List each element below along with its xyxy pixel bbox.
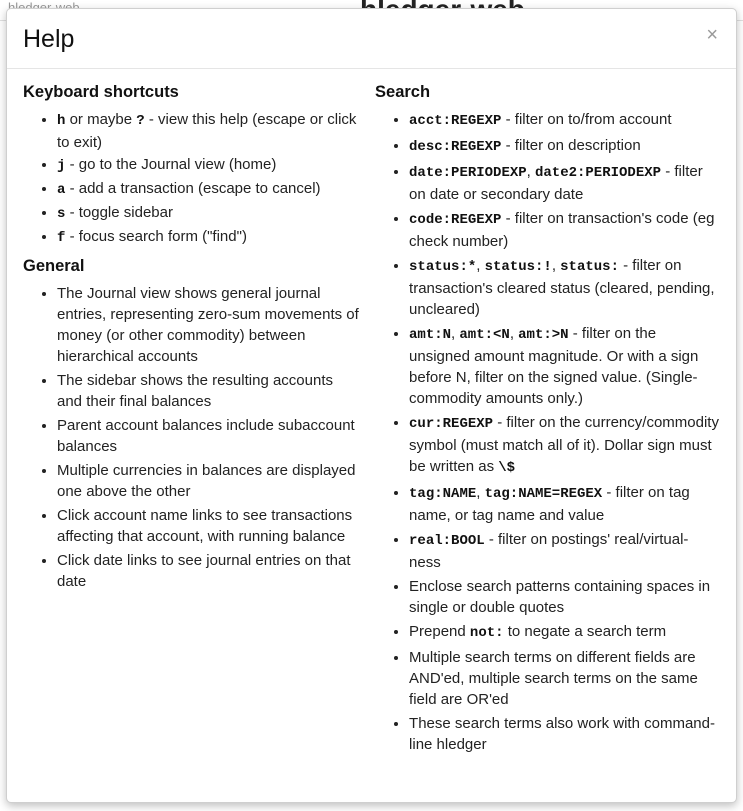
list-item: • code:REGEXP - filter on transaction's code (eg check number) (409, 208, 720, 252)
list-item: • h or maybe ? - view this help (escape or click to exit) (57, 109, 361, 153)
list-item: • amt:N, amt:<N, amt:>N - filter on the unsigned amount magnitude. Or with a sign before N, filter on the signed value. (Single-commodity amounts only.) (409, 323, 720, 409)
list-item: • Parent account balances include subaccount balances (57, 415, 361, 457)
help-modal (6, 8, 737, 803)
help-modal-body (7, 69, 736, 758)
general-list (23, 283, 361, 592)
list-item: • These search terms also work with command-line hledger (409, 713, 720, 755)
close-icon[interactable]: × (702, 23, 722, 47)
list-item: • status:*, status:!, status: - filter on transaction's cleared status (cleared, pending, uncleared) (409, 255, 720, 320)
section-heading-keyboard-shortcuts: Keyboard shortcuts (23, 83, 179, 101)
list-item: • Multiple search terms on different fields are AND'ed, multiple search terms on the same field are OR'ed (409, 647, 720, 710)
list-item: • Enclose search patterns containing spaces in single or double quotes (409, 576, 720, 618)
list-item: • j - go to the Journal view (home) (57, 154, 361, 177)
list-item: • Prepend not: to negate a search term (409, 621, 720, 644)
list-item: • f - focus search form ("find") (57, 226, 361, 249)
list-item: • Click date links to see journal entries on that date (57, 550, 361, 592)
search-list (375, 109, 720, 755)
list-item: • a - add a transaction (escape to cancel) (57, 178, 361, 201)
list-item: • cur:REGEXP - filter on the currency/commodity symbol (must match all of it). Dollar sign must be written as \$ (409, 412, 720, 479)
help-column-right (375, 83, 720, 758)
help-modal-title: Help (23, 25, 75, 53)
list-item: • Click account name links to see transactions affecting that account, with running balance (57, 505, 361, 547)
section-heading-search: Search (375, 83, 431, 101)
help-modal-header (7, 9, 736, 69)
list-item: • tag:NAME, tag:NAME=REGEX - filter on tag name, or tag name and value (409, 482, 720, 526)
list-item: • The sidebar shows the resulting accounts and their final balances (57, 370, 361, 412)
section-heading-general: General (23, 256, 85, 275)
list-item: • acct:REGEXP - filter on to/from account (409, 109, 720, 132)
list-item: • date:PERIODEXP, date2:PERIODEXP - filter on date or secondary date (409, 161, 720, 205)
list-item: • real:BOOL - filter on postings' real/virtual-ness (409, 529, 720, 573)
list-item: • desc:REGEXP - filter on description (409, 135, 720, 158)
help-column-left (23, 83, 375, 758)
keyboard-shortcuts-list (23, 109, 361, 249)
list-item: • The Journal view shows general journal entries, representing zero-sum movements of money (or other commodity) between hierarchical accounts (57, 283, 361, 367)
list-item: • Multiple currencies in balances are displayed one above the other (57, 460, 361, 502)
list-item: • s - toggle sidebar (57, 202, 361, 225)
